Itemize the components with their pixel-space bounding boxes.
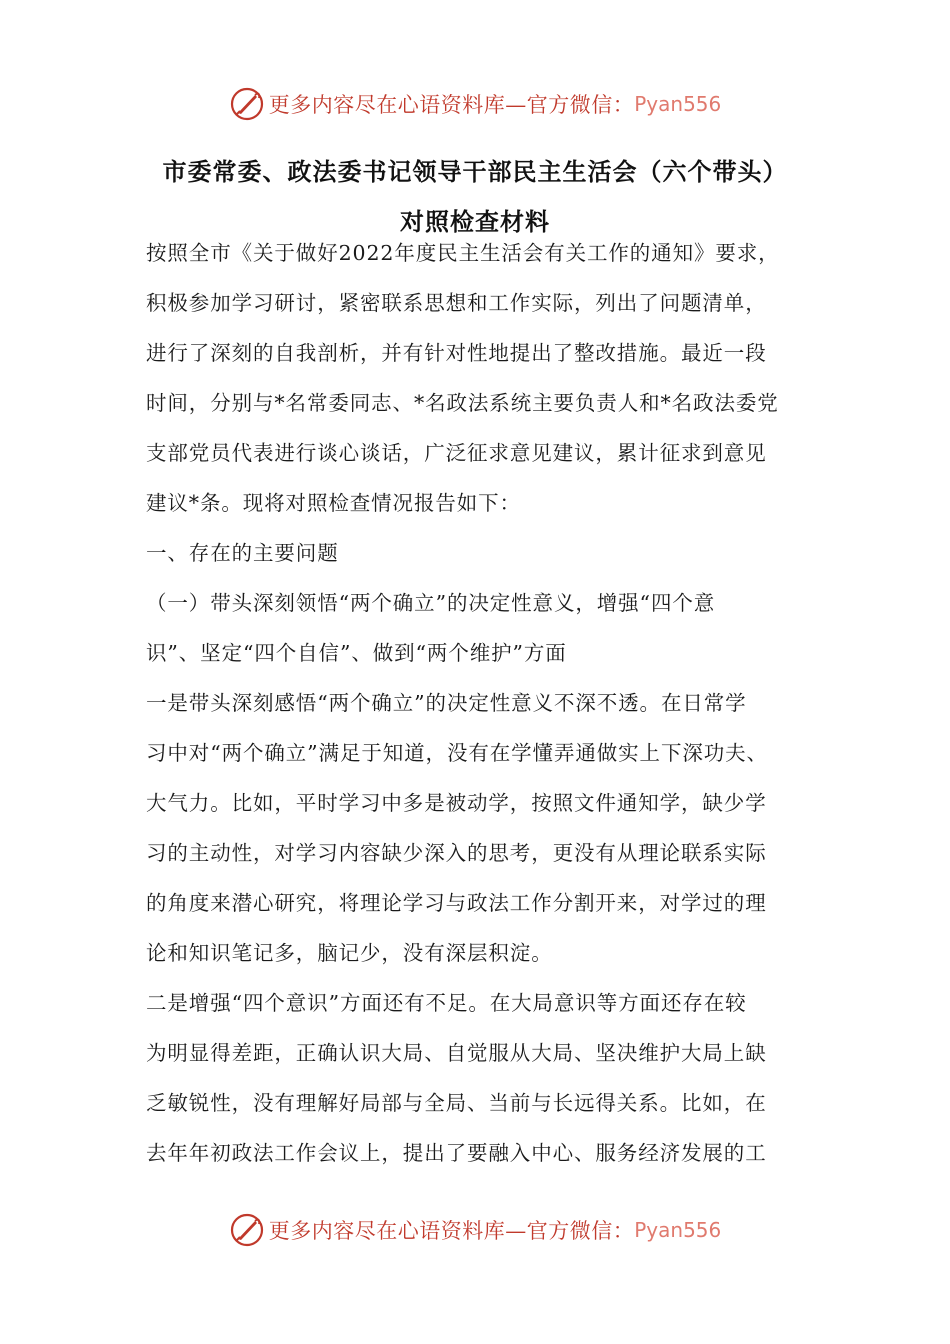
body-line: 进行了深刻的自我剖析，并有针对性地提出了整改措施。最近一段 [146,341,767,365]
body-line: 为明显得差距，正确认识大局、自觉服从大局、坚决维护大局上缺 [146,1041,767,1065]
body-line: 乏敏锐性，没有理解好局部与全局、当前与长远得关系。比如，在 [146,1091,767,1115]
body-line: 大气力。比如，平时学习中多是被动学，按照文件通知学，缺少学 [146,791,767,815]
document-body [146,228,811,1178]
body-line: 习中对“两个确立”满足于知道，没有在学懂弄通做实上下深功夫、 [146,741,768,765]
document-title: 市委常委、政法委书记领导干部民主生活会（六个带头） [162,158,788,186]
document-subtitle: 对照检查材料 [400,208,550,236]
subsection-heading: （一）带头深刻领悟“两个确立”的决定性意义，增强“四个意 [146,591,716,615]
body-line: 积极参加学习研讨，紧密联系思想和工作实际，列出了问题清单， [146,291,767,315]
watermark-banner-top [0,84,950,124]
body-line: 支部党员代表进行谈心谈话，广泛征求意见建议，累计征求到意见 [146,441,767,465]
body-line: 二是增强“四个意识”方面还有不足。在大局意识等方面还存在较 [146,991,747,1015]
body-line: 习的主动性，对学习内容缺少深入的思考，更没有从理论联系实际 [146,841,767,865]
watermark-text: 更多内容尽在心语资料库—官方微信： [268,1219,635,1243]
watermark-wechat-id: Pyan556 [634,92,722,116]
quill-logo-icon [229,1212,265,1248]
watermark-text: 更多内容尽在心语资料库—官方微信： [268,93,635,117]
watermark-wechat-id: Pyan556 [634,1218,722,1242]
body-line: 建议*条。现将对照检查情况报告如下： [146,491,521,515]
subsection-heading: 识”、坚定“四个自信”、做到“两个维护”方面 [146,641,567,665]
body-line: 按照全市《关于做好2022年度民主生活会有关工作的通知》要求， [146,241,780,265]
body-line: 去年年初政法工作会议上，提出了要融入中心、服务经济发展的工 [146,1141,767,1165]
section-heading: 一、存在的主要问题 [146,541,339,565]
body-line: 时间，分别与*名常委同志、*名政法系统主要负责人和*名政法委党 [146,391,779,415]
body-line: 的角度来潜心研究，将理论学习与政法工作分割开来，对学过的理 [146,891,767,915]
quill-logo-icon [229,86,265,122]
watermark-banner-bottom [0,1210,950,1250]
body-line: 论和知识笔记多，脑记少，没有深层积淀。 [146,941,553,965]
body-line: 一是带头深刻感悟“两个确立”的决定性意义不深不透。在日常学 [146,691,747,715]
